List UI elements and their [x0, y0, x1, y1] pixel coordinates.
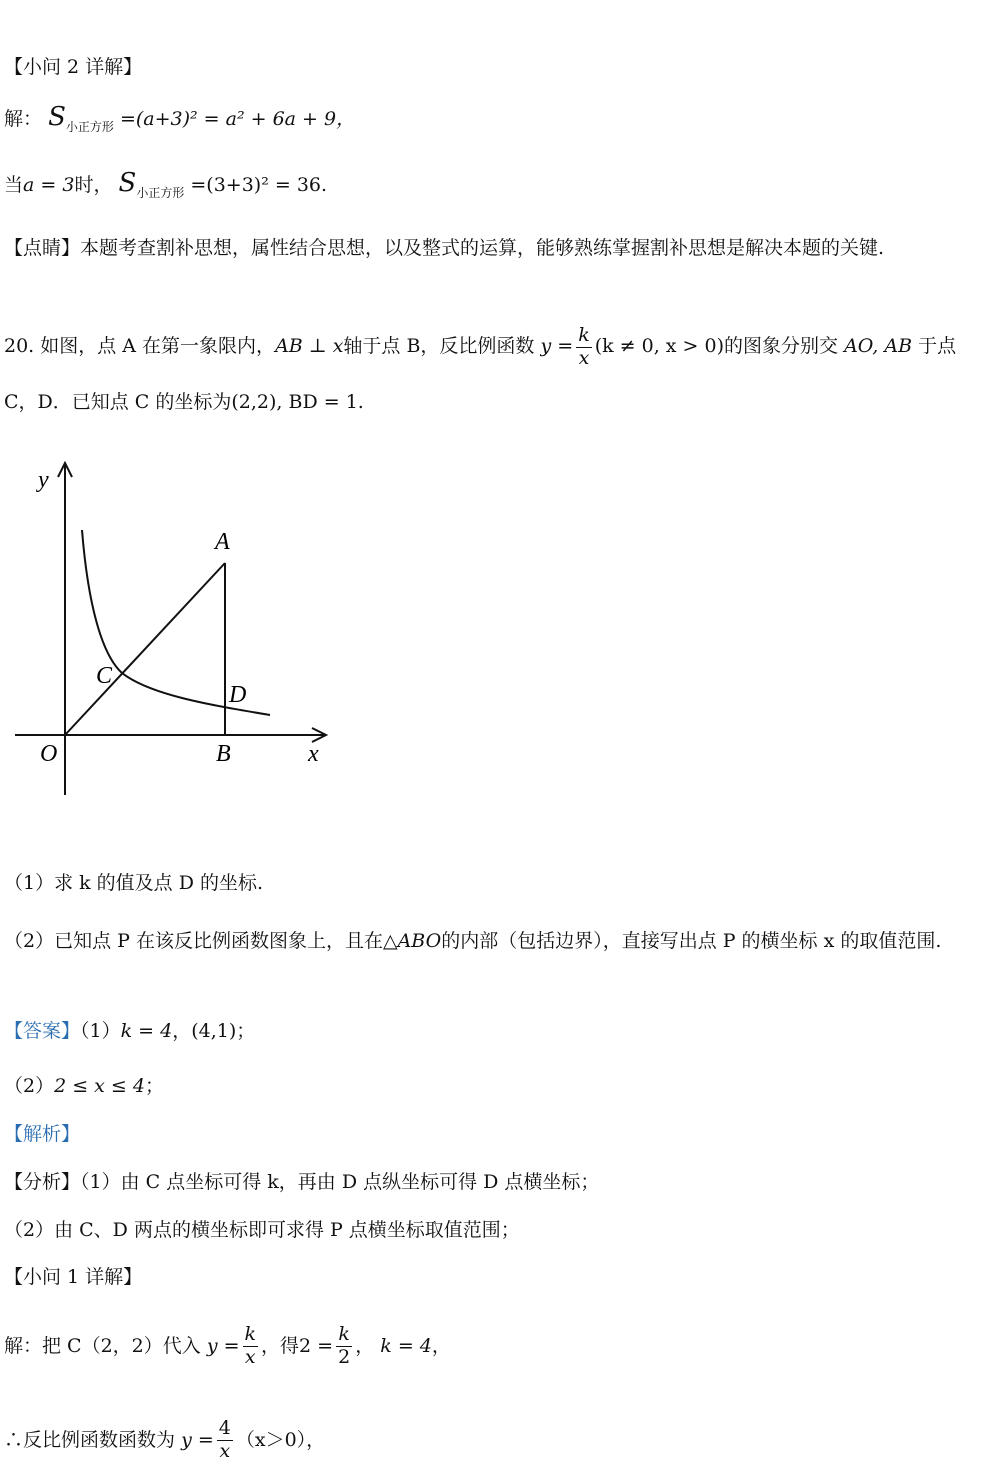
sol2-fraction — [217, 1416, 233, 1462]
dianjing-text: 本题考查割补思想，属性结合思想，以及整式的运算，能够熟练掌握割补思想是解决本题的关键. — [80, 237, 885, 259]
when-text: 当 — [4, 174, 24, 196]
sol1-fraction-2 — [336, 1322, 352, 1368]
answer-1-label: （1） — [80, 1020, 121, 1042]
sol1-text-c: ， — [355, 1335, 375, 1357]
sol1-y: y = — [206, 1335, 240, 1357]
label-A: A — [215, 529, 230, 555]
question-text-1: 20. 如图，点 A 在第一象限内， — [4, 335, 276, 357]
sol1-num: k — [244, 1322, 257, 1345]
sol1-den: x — [244, 1345, 256, 1368]
coordinate-figure — [10, 455, 340, 800]
label-O: O — [40, 741, 58, 767]
label-B: B — [216, 741, 231, 767]
area-subscript: 小正方形 — [65, 120, 114, 134]
answer-2-label: （2） — [4, 1075, 55, 1097]
fraction-denominator: x — [578, 346, 590, 369]
area-symbol-2: S — [118, 168, 137, 198]
label-y: y — [38, 467, 49, 493]
sol1-text-b: ，得 — [261, 1335, 300, 1357]
question-20 — [4, 318, 985, 430]
fenxi-tag: 【分析】 — [4, 1171, 81, 1193]
solution-line-area — [4, 104, 985, 140]
answer-tag: 【答案】 — [4, 1020, 81, 1042]
question-perp: AB ⊥ x — [275, 335, 344, 357]
sub-question-1: （1）求 k 的值及点 D 的坐标. — [4, 872, 264, 894]
function-lhs: y = — [540, 335, 574, 357]
fraction-numerator: k — [578, 323, 590, 346]
question-text-4: 于点 C，D．已知点 C 的坐标为 — [4, 335, 957, 413]
dianjing-block — [4, 224, 985, 272]
function-condition: (k ≠ 0, x > 0) — [594, 335, 725, 357]
fenxi-line-1 — [4, 1169, 985, 1195]
question-given: (2,2), BD = 1 — [231, 391, 358, 413]
sol1-num2: k — [338, 1322, 350, 1345]
triangle-ABO: △ABO — [382, 930, 442, 952]
answer-sep: ， — [172, 1020, 192, 1042]
sol1-text-d: ， — [431, 1335, 451, 1357]
answer-point-D: (4,1) — [191, 1020, 237, 1042]
dianjing-tag: 【点睛】 — [4, 237, 81, 259]
sub-question-1-header: 【小问 1 详解】 — [4, 1266, 143, 1288]
question-segments: AO, AB — [844, 335, 913, 357]
question-text-2: 轴于点 B，反比例函数 — [343, 335, 535, 357]
shi-text: 时， — [74, 174, 113, 196]
solution-label: 解： — [4, 108, 43, 130]
answer-end-1: ； — [236, 1020, 256, 1042]
solution-step-1 — [4, 1316, 985, 1376]
sub-question-2-text-a: （2）已知点 P 在该反比例函数图象上，且在 — [4, 930, 383, 952]
sol1-two: 2 = — [299, 1335, 334, 1357]
answer-line-2 — [4, 1073, 985, 1099]
solution-step-2 — [4, 1410, 985, 1470]
answer-k: k = 4 — [120, 1020, 173, 1042]
sub-question-2 — [4, 917, 985, 965]
sol2-den: x — [219, 1439, 231, 1462]
a-value: a = 3 — [23, 174, 75, 196]
area-value: =(3+3)² = 36. — [190, 174, 328, 196]
fenxi-line-2: （2）由 C、D 两点的横坐标即可求得 P 点横坐标取值范围； — [4, 1219, 520, 1241]
sol2-text-b: （x＞0）， — [235, 1429, 326, 1451]
label-x: x — [308, 741, 319, 767]
sol1-fraction — [243, 1322, 259, 1368]
answer-end-2: ； — [144, 1075, 164, 1097]
area-symbol: S — [48, 102, 66, 132]
answer-line-1 — [4, 1018, 985, 1044]
sol2-y: y = — [181, 1429, 214, 1451]
sol2-num: 4 — [218, 1416, 231, 1439]
sol1-k: k = 4 — [380, 1335, 432, 1357]
answer-range: 2 ≤ x ≤ 4 — [54, 1075, 145, 1097]
question-period: . — [357, 391, 364, 413]
analysis-tag: 【解析】 — [4, 1123, 81, 1145]
sub-question-2-text-b: 的内部（包括边界），直接写出点 P 的横坐标 x 的取值范围. — [441, 930, 942, 952]
area-subscript-2: 小正方形 — [136, 186, 185, 200]
question-text-3: 的图象分别交 — [724, 335, 839, 357]
area-expression: =(a+3)² = a² + 6a + 9， — [119, 108, 356, 130]
sol1-den2: 2 — [338, 1345, 351, 1368]
function-fraction — [576, 323, 592, 369]
sol1-text-a: 解：把 C（2，2）代入 — [4, 1335, 201, 1357]
fenxi-text-1: （1）由 C 点坐标可得 k，再由 D 点纵坐标可得 D 点横坐标； — [80, 1171, 600, 1193]
sol2-text-a: ∴反比例函数函数为 — [4, 1429, 176, 1451]
label-C: C — [96, 663, 113, 689]
sub-question-2-header: 【小问 2 详解】 — [4, 56, 143, 78]
solution-line-value — [4, 170, 985, 206]
label-D: D — [229, 682, 247, 708]
